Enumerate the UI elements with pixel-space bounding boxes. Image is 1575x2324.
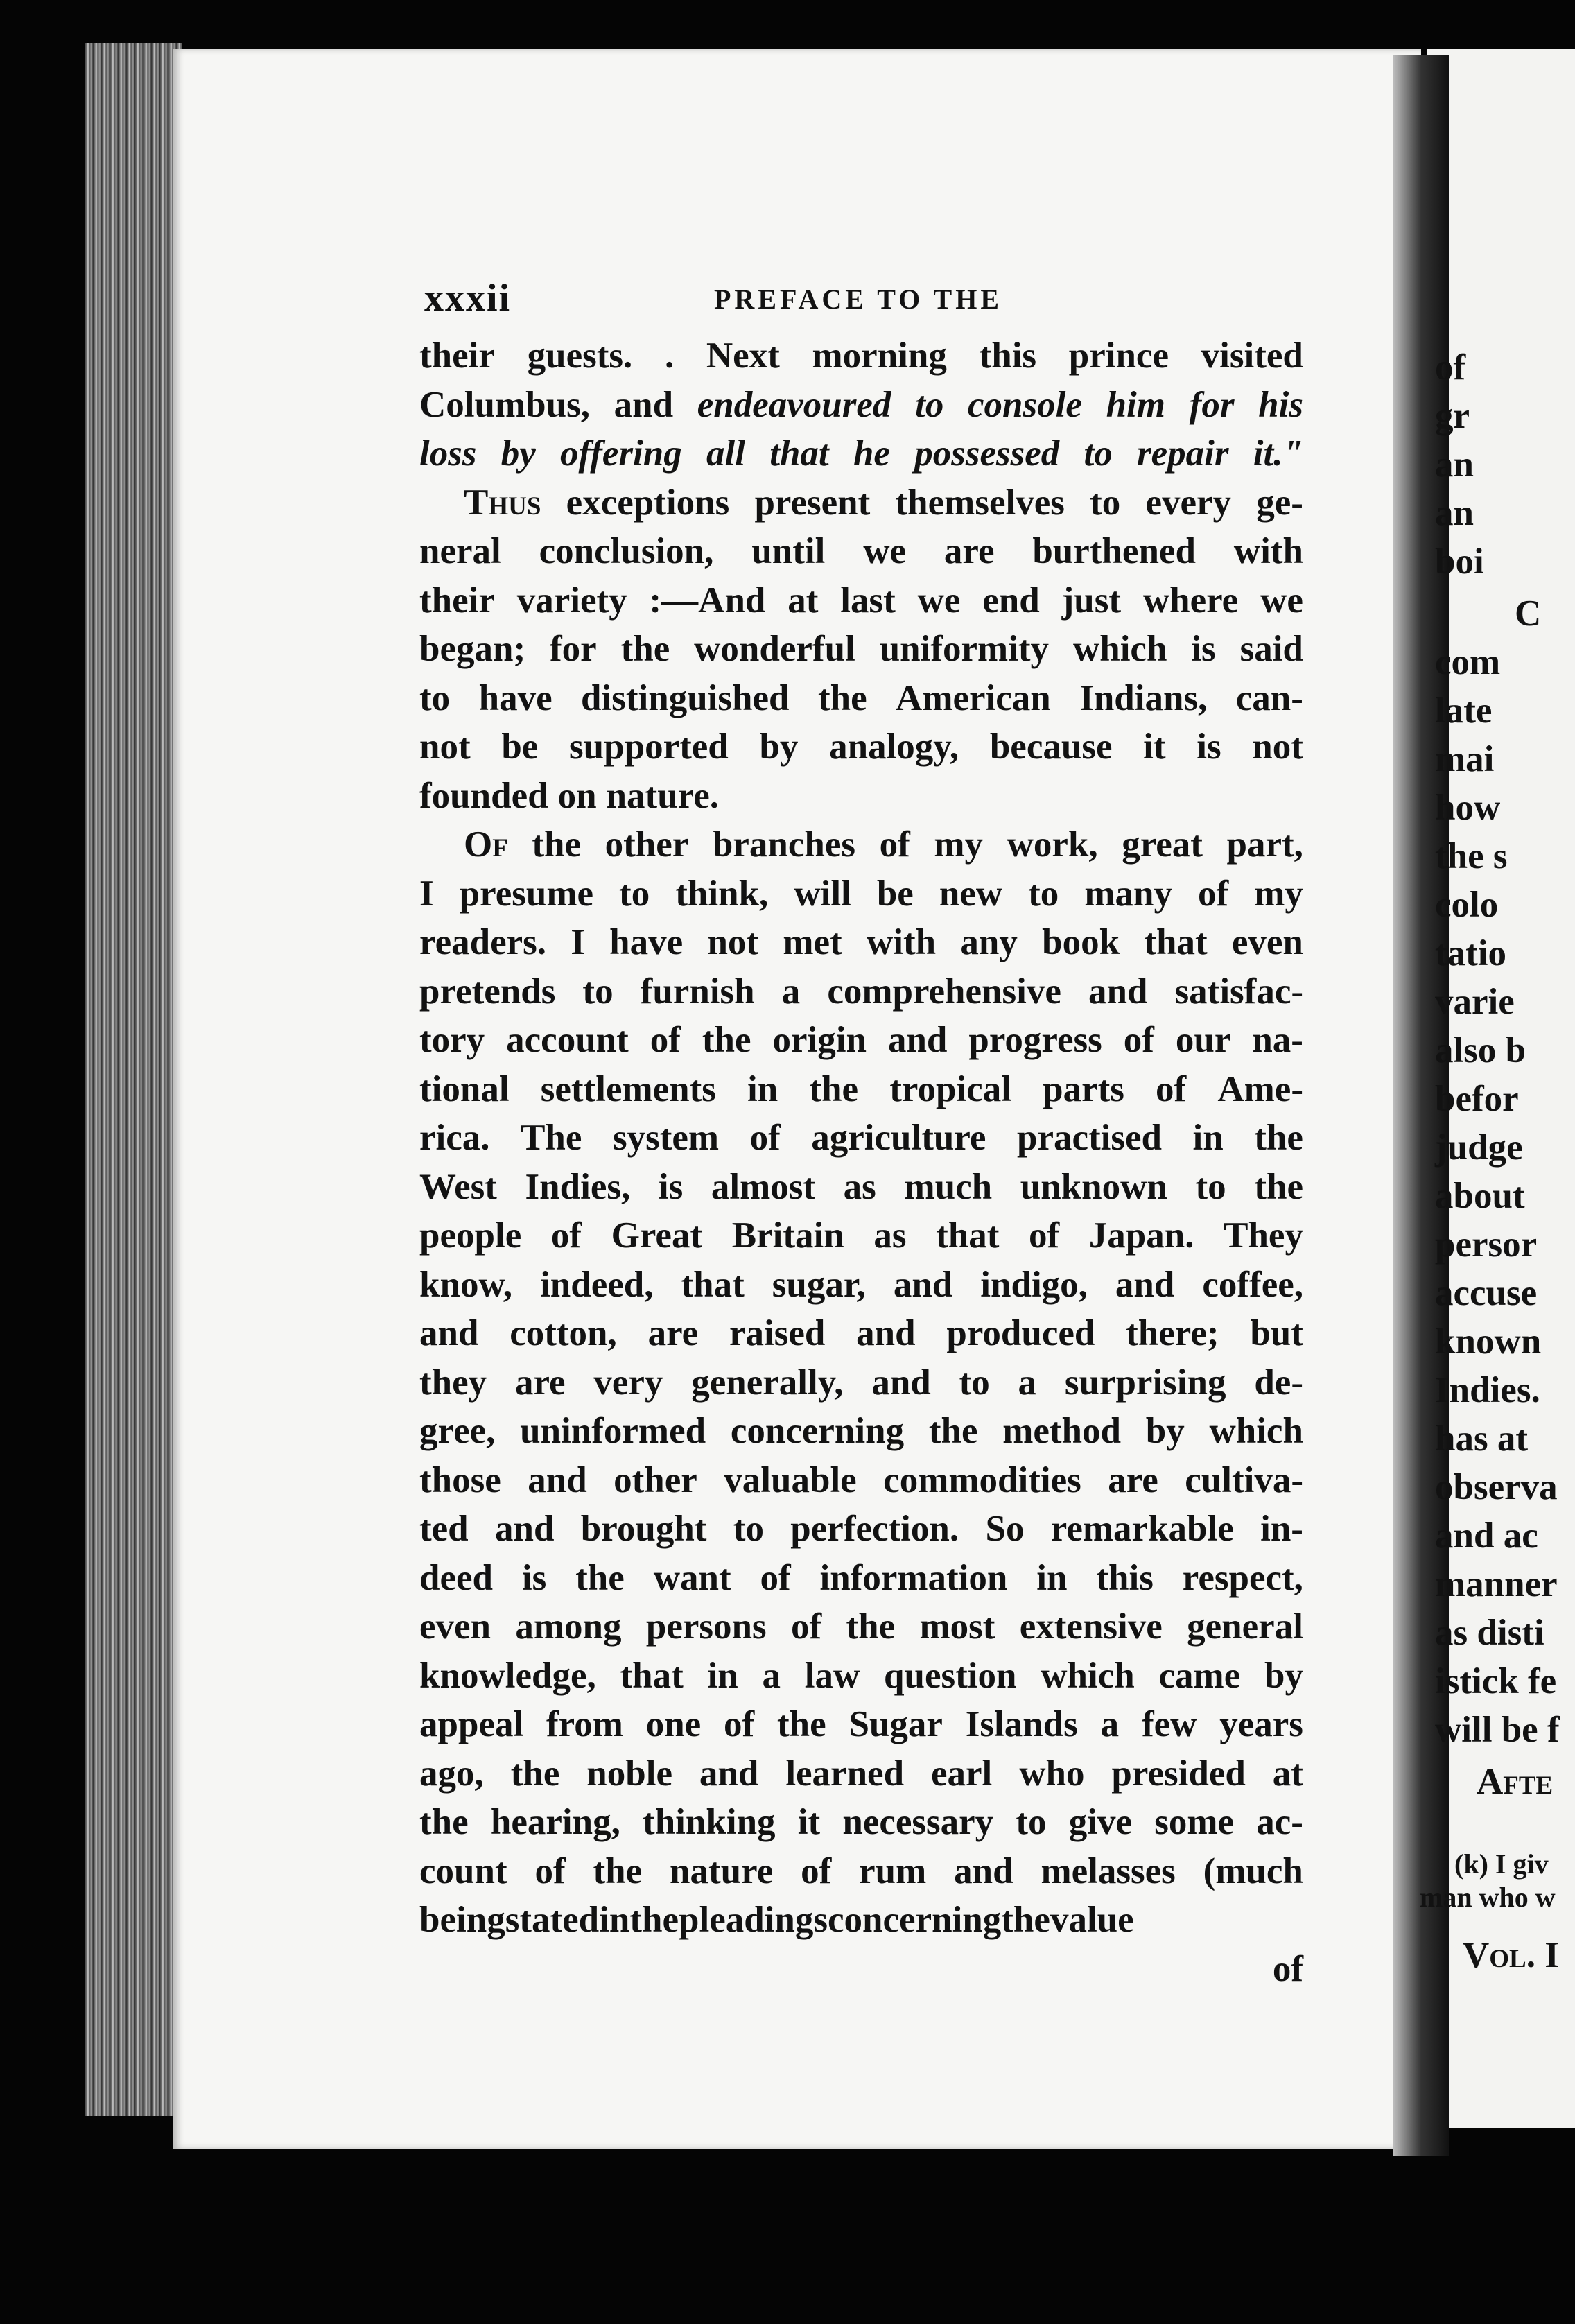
text-line: being stated in the pleadings concerning the value bbox=[419, 1900, 1134, 1940]
text-line: I presume to think, will be new to many of my bbox=[419, 873, 1303, 914]
right-page-line: com bbox=[1435, 642, 1501, 682]
right-page-footnote: (k) I giv bbox=[1454, 1848, 1549, 1880]
right-page-line: istick fe bbox=[1435, 1661, 1557, 1701]
right-page-line: how bbox=[1435, 788, 1501, 828]
text-line: ago, the noble and learned earl who presided at bbox=[419, 1753, 1303, 1794]
text-line: West Indies, is almost as much unknown to the bbox=[419, 1166, 1303, 1207]
text-line: not be supported by analogy, because it is not bbox=[419, 727, 1303, 767]
text-line: they are very generally, and to a surprising de- bbox=[419, 1362, 1303, 1403]
text-line: to have distinguished the American Indians, can- bbox=[419, 677, 1303, 718]
text-line: appeal from one of the Sugar Islands a few years bbox=[419, 1704, 1303, 1744]
right-page-line: will be f bbox=[1435, 1710, 1560, 1750]
right-page-line: of bbox=[1435, 347, 1466, 388]
right-page-line: an bbox=[1435, 444, 1474, 485]
text-line: and cotton, are raised and produced there; but bbox=[419, 1313, 1303, 1353]
text-line: knowledge, that in a law question which came by bbox=[419, 1655, 1303, 1696]
text-line: Columbus, and endeavoured to console him for his bbox=[419, 384, 1303, 425]
right-page-line: also b bbox=[1435, 1030, 1526, 1070]
text-line: those and other valuable commodities are cultiva- bbox=[419, 1459, 1303, 1500]
body-text bbox=[419, 331, 1303, 1993]
right-page-line: persor bbox=[1435, 1224, 1538, 1265]
text-line: their guests. . Next morning this prince visited bbox=[419, 336, 1303, 376]
running-title: PREFACE TO THE bbox=[714, 284, 1003, 315]
right-page-line: Afte bbox=[1477, 1762, 1554, 1802]
right-page-footnote: man who w bbox=[1420, 1882, 1556, 1913]
right-page-line: about bbox=[1435, 1176, 1525, 1216]
right-page-line: judge bbox=[1435, 1127, 1523, 1168]
text-line: tory account of the origin and progress of our na- bbox=[419, 1020, 1303, 1060]
right-page-line: befor bbox=[1435, 1079, 1519, 1119]
page-edges bbox=[85, 43, 182, 2116]
right-page-line: boi bbox=[1435, 541, 1484, 582]
right-page-line: colo bbox=[1435, 885, 1499, 925]
right-page-line: as disti bbox=[1435, 1613, 1544, 1653]
signature-mark: Vol. I bbox=[1463, 1935, 1559, 1975]
right-page-line: manner bbox=[1435, 1564, 1558, 1604]
text-line: pretends to furnish a comprehensive and satisfac- bbox=[419, 971, 1303, 1012]
text-line: deed is the want of information in this respect, bbox=[419, 1557, 1303, 1598]
catchword: of bbox=[1272, 1948, 1303, 1989]
text-line: even among persons of the most extensive general bbox=[419, 1606, 1303, 1647]
right-page-line: gr bbox=[1435, 396, 1470, 436]
right-page-line: varie bbox=[1435, 982, 1515, 1022]
right-page-line: accuse bbox=[1435, 1273, 1538, 1313]
text-line: loss by offering all that he possessed to repair it." bbox=[419, 433, 1303, 474]
right-page-line: late bbox=[1435, 691, 1493, 731]
right-page-line: has at bbox=[1435, 1419, 1529, 1459]
text-line: count of the nature of rum and melasses (much bbox=[419, 1850, 1303, 1891]
text-line: tional settlements in the tropical parts of Ame- bbox=[419, 1068, 1303, 1109]
text-line: know, indeed, that sugar, and indigo, and coffee, bbox=[419, 1264, 1303, 1305]
right-page-line: the s bbox=[1435, 836, 1508, 876]
right-page-line: known bbox=[1435, 1321, 1542, 1362]
text-line: the hearing, thinking it necessary to give some ac- bbox=[419, 1802, 1303, 1842]
text-line: rica. The system of agriculture practised in the bbox=[419, 1118, 1303, 1158]
page-number: xxxii bbox=[424, 277, 512, 320]
right-page-line: an bbox=[1435, 493, 1474, 533]
right-page-line: C bbox=[1515, 593, 1542, 634]
text-line: gree, uninformed concerning the method by which bbox=[419, 1411, 1303, 1451]
right-page-line: mai bbox=[1435, 739, 1495, 779]
right-page-line: and ac bbox=[1435, 1516, 1538, 1556]
right-page-line: Indies. bbox=[1435, 1370, 1540, 1410]
text-line: their variety :—And at last we end just where we bbox=[419, 580, 1303, 621]
text-line: people of Great Britain as that of Japan. They bbox=[419, 1215, 1303, 1256]
right-page-line: observa bbox=[1435, 1467, 1558, 1507]
text-line: began; for the wonderful uniformity which is said bbox=[419, 629, 1303, 669]
text-line: ted and brought to perfection. So remarkable in- bbox=[419, 1509, 1303, 1549]
text-line: readers. I have not met with any book that even bbox=[419, 922, 1303, 962]
text-line: Of the other branches of my work, great part, bbox=[464, 824, 1303, 865]
text-line: founded on nature. bbox=[419, 775, 720, 816]
right-page-line: tatio bbox=[1435, 933, 1507, 973]
text-line: neral conclusion, until we are burthened with bbox=[419, 531, 1303, 571]
text-line: Thus exceptions present themselves to every ge- bbox=[464, 482, 1303, 523]
